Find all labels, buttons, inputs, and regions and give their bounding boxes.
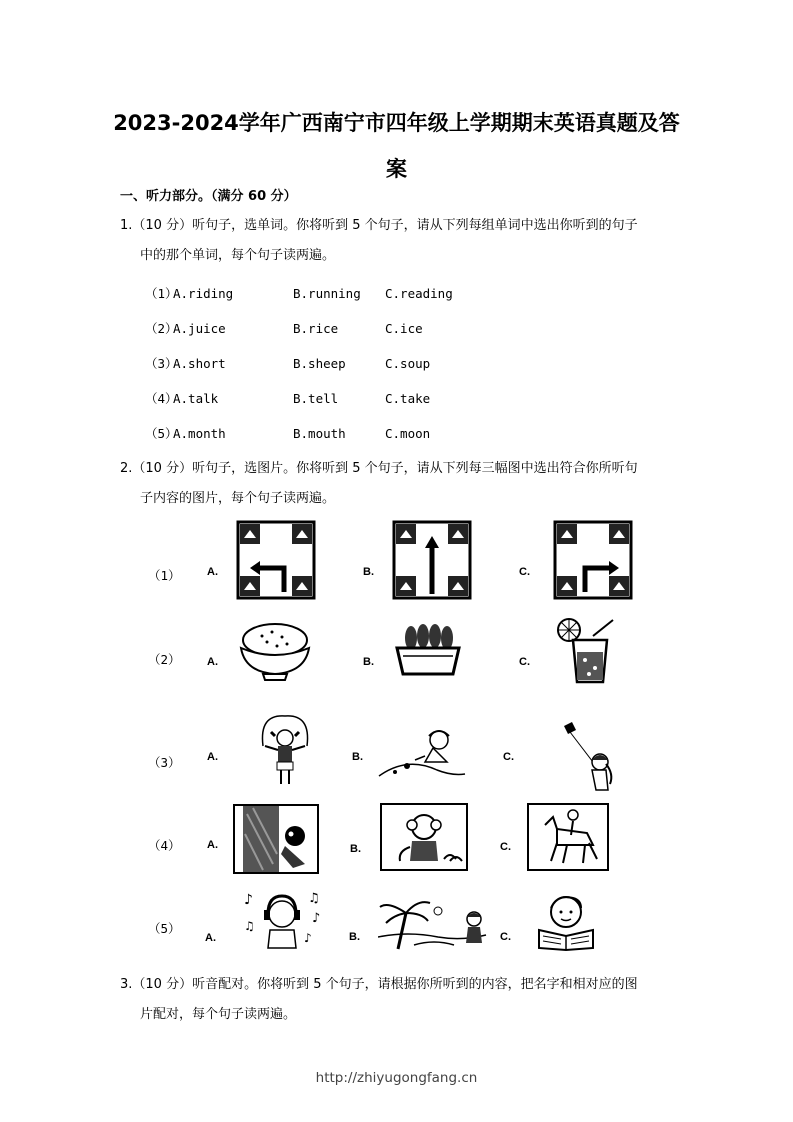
q2-row-number: （1）	[148, 568, 181, 583]
q1-option-row	[145, 389, 430, 407]
question-3	[120, 970, 680, 1030]
picture-label-c: C.	[500, 931, 511, 943]
q1-row-number: （3）	[145, 356, 178, 371]
question-1	[120, 211, 680, 271]
q1-row-number: （1）	[145, 286, 178, 301]
q2-line-2: 子内容的图片，每个句子读两遍。	[140, 491, 336, 506]
option-c: C.ice	[385, 321, 423, 336]
q1-row-number: （4）	[145, 391, 178, 406]
go-straight-sign-picture	[392, 520, 472, 600]
picture-label-c: C.	[519, 656, 530, 668]
fish-basket-picture	[393, 622, 463, 680]
turn-left-sign-picture	[236, 520, 316, 600]
q3-line-1: 3.（10 分）听音配对。你将听到 5 个句子，请根据你所听到的内容，把名字和相对应的图	[120, 977, 638, 992]
q2-row-number: （3）	[148, 755, 181, 770]
q2-line-1: 2.（10 分）听句子，选图片。你将听到 5 个句子，请从下列每三幅图中选出符合你所听句	[120, 461, 638, 476]
picture-label-a: A.	[207, 751, 218, 763]
option-b: B.sheep	[293, 356, 346, 371]
picture-label-b: B.	[349, 931, 360, 943]
rice-bowl-picture	[237, 620, 313, 682]
q3-line-2: 片配对，每个句子读两遍。	[140, 1007, 297, 1022]
option-a: A.month	[173, 426, 226, 441]
option-c: C.soup	[385, 356, 431, 371]
title-line-2: 案	[386, 157, 407, 181]
q1-line-1: 1.（10 分）听句子，选单词。你将听到 5 个句子，请从下列每组单词中选出你听到的句子	[120, 218, 638, 233]
option-c: C.reading	[385, 286, 453, 301]
boy-reading-book-picture	[533, 890, 599, 952]
svg-text:♪: ♪	[312, 911, 321, 926]
document-title	[100, 100, 693, 192]
picture-label-b: B.	[350, 843, 361, 855]
svg-text:♪: ♪	[304, 931, 312, 945]
animal-climbing-tree-picture	[233, 804, 319, 874]
q2-row-number: （4）	[148, 838, 181, 853]
girl-skipping-rope-picture	[255, 712, 315, 788]
picture-label-c: C.	[503, 751, 514, 763]
q2-row-number: （2）	[148, 652, 181, 667]
footer-url: http://zhiyugongfang.cn	[315, 1070, 478, 1086]
picture-label-a: A.	[205, 932, 216, 944]
q1-option-row	[145, 319, 423, 337]
girl-at-beach-picture	[377, 726, 467, 782]
svg-text:♫: ♫	[244, 919, 255, 933]
option-b: B.tell	[293, 391, 339, 406]
turn-right-sign-picture	[553, 520, 633, 600]
monkey-with-bananas-picture	[380, 803, 468, 871]
option-b: B.rice	[293, 321, 339, 336]
option-b: B.running	[293, 286, 361, 301]
option-a: A.short	[173, 356, 226, 371]
picture-label-a: A.	[207, 566, 218, 578]
q1-option-row	[145, 354, 430, 372]
question-2	[120, 454, 680, 514]
picture-label-c: C.	[500, 841, 511, 853]
boy-riding-horse-picture	[527, 803, 609, 871]
option-c: C.moon	[385, 426, 431, 441]
picture-label-b: B.	[352, 751, 363, 763]
girl-flying-kite-picture	[556, 722, 620, 794]
q1-option-row	[145, 284, 453, 302]
q2-row-number: （5）	[148, 921, 181, 936]
section-heading: 一、听力部分。（满分 60 分）	[120, 189, 297, 204]
q1-row-number: （2）	[145, 321, 178, 336]
picture-label-b: B.	[363, 566, 374, 578]
option-a: A.talk	[173, 391, 219, 406]
option-a: A.juice	[173, 321, 226, 336]
title-line-1: 2023-2024学年广西南宁市四年级上学期期末英语真题及答	[113, 111, 680, 135]
picture-label-a: A.	[207, 656, 218, 668]
q1-row-number: （5）	[145, 426, 178, 441]
picture-label-a: A.	[207, 839, 218, 851]
option-c: C.take	[385, 391, 431, 406]
picture-label-c: C.	[519, 566, 530, 578]
picture-label-b: B.	[363, 656, 374, 668]
q1-line-2: 中的那个单词，每个句子读两遍。	[140, 248, 336, 263]
beach-scene-picture	[378, 893, 490, 953]
svg-text:♪: ♪	[244, 892, 253, 908]
svg-text:♫: ♫	[308, 891, 320, 906]
q1-option-row	[145, 424, 430, 442]
option-b: B.mouth	[293, 426, 346, 441]
juice-glass-picture	[555, 616, 619, 686]
girl-listening-to-music-picture	[240, 890, 326, 950]
option-a: A.riding	[173, 286, 234, 301]
